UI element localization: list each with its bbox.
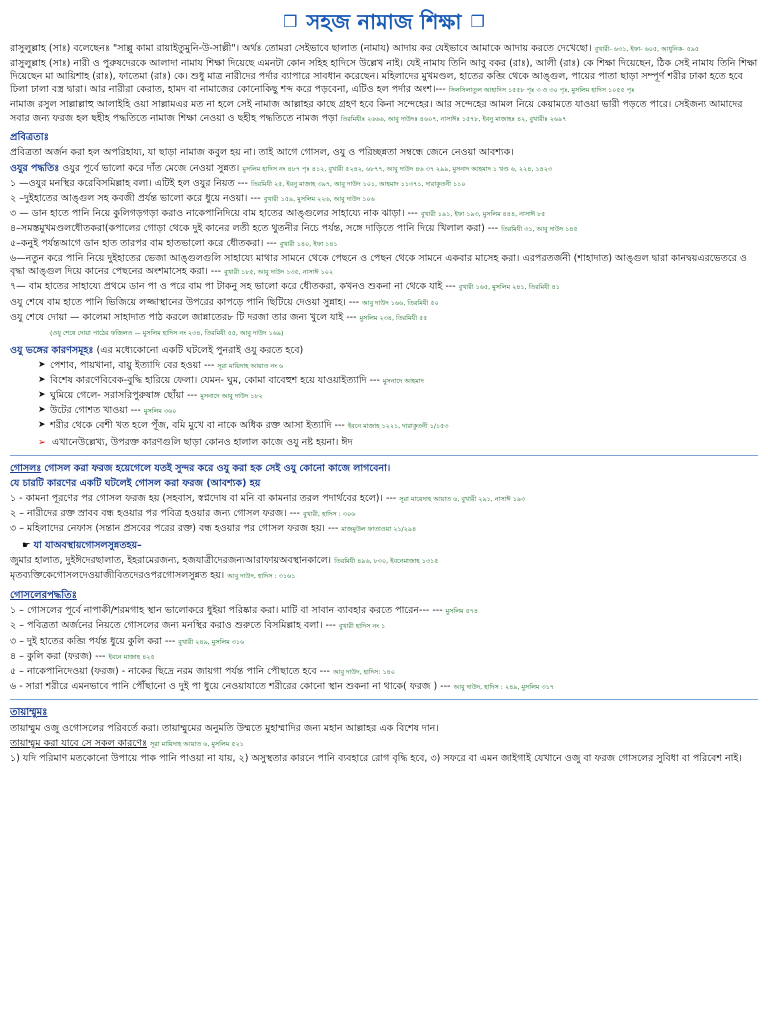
wudu-break-item: ঘুমিয়ে গেলে- সরাসরিপুরুষাঙ্গ ছোঁয়া bbox=[50, 390, 184, 402]
reference: বুখারী ১৯১, ইফা ১৯৩, মুসলিম ৪৪৪, নাসাঈ ৮৫ bbox=[420, 209, 546, 218]
reference: মুসলিম হাদিস নং ৪৮৭ পৃঃ ৪১২, বুখারী ৫২৪২, ৬৮৭৭, আবু দাউদ ৪৬ ৩৭ ২৯৯, মুসনাদ আহমাদ ১ খণ্ড ৬, ২২৪, ১৪২৩ bbox=[242, 164, 553, 173]
wudu-step-row: ৫–কনুই পর্যন্তআগে ডান হাত তারপর বাম হাতভালো করে ধৌতকরা। --- বুখারী ১৪০, ইফা ১৪১ bbox=[10, 238, 338, 250]
ghusl-sunnah-1 bbox=[10, 554, 758, 567]
reference: মুসলিম ৩৬০ bbox=[143, 407, 177, 416]
intro-text-2: রাসুলুল্লাহ (সাঃ) নারী ও পুরুষদেরকে আলাদা নামায শিক্ষা দিয়েছে এমনটা কোন সহিহ হাদিসে উল্লেখ নাই। যেই নামায তিনি আবু বকর (রাঃ), আলী (রাঃ) কে শিক্ষা দিয়েছেন, ঠিক সেই নামায তিনি শিক্ষা দিয়েছেন মা আয়িশাহ (রাঃ), ফাতেমা (রাঃ) কে। শুধু মাত্র নারীদের পর্দার ব্যাপারে সাবধান করেছেন। মহিলাদের মুখমণ্ডল, হাতের কব্জি থেকে আঙ্গুল, পায়ের পাতা ছাড়া সম্পূর্ণ শরীর ঢাকা হতে হবে ঢিলা ঢালা বস্ত্র দ্বারা। আর নারীরা কেরাত, হামদ বা নামাজের কোনোকিছু শব্দ করে পড়বেনা, এটিও হল পর্দার অংশ।--- bbox=[10, 58, 758, 96]
bullet-icon: ➤ bbox=[38, 359, 46, 370]
wudu-break-heading-line bbox=[10, 344, 758, 357]
wudu-step-row: ৪–সমস্তমুখমণ্ডলধৌতকরা(কপালের গোড়া থেকে দুই কানের লতী হতে থুতনীর নিচে পর্যন্ত, সঙ্গে দাড়িতে পানি দিয়ে খিলাল করা) --- তিরমিযী ৩১, আবু দাউদ ১৪৫ bbox=[10, 223, 578, 234]
wudu-break-item: বিশেষ কারণেবিবেক-বুদ্ধি হারিয়ে ফেলা। যেমন- ঘুম, কোমা বাবেহুশ হয়ে যাওয়াইত্যাদি bbox=[50, 375, 367, 387]
wudu-step: ওযু শেষে বাম হাতে পানি ভিজিয়ে লজ্জাস্থানের উপরের কাপড়ে পানি ছিটিয়ে দেওয়া সুন্নাহ। bbox=[10, 296, 346, 308]
wudu-step-row: ৩ — ডান হাতে পানি নিয়ে কুলিগড়গড়া করাও নাকেপানিদিয়ে বাম হাতের আঙ্গুলের সাহায্যে নাক ঝাড়া। --- বুখারী ১৯১, ইফা ১৯৩, মুসলিম ৪৪৪, নাসাঈ ৮৫ bbox=[10, 207, 546, 219]
tayammum-heading: তায়াম্মুমঃ bbox=[10, 706, 48, 718]
ghusl-cause-row: ২ – নারীদের রক্ত স্রাবব বন্ধ হওয়ার পর পবিত্র হওয়ার জন্য গোসল ফরজ। --- বুখারী, হাদিস : ৩০৬ bbox=[10, 507, 356, 519]
ghusl-cause-title: যে চারটি কারণের একটি ঘটলেই গোসল করা ফরজ (আবশ্যক) হয় bbox=[10, 477, 261, 489]
pointer-icon: ➢ bbox=[38, 436, 46, 448]
wudu-break-intro: (এর মধ্যেকোনো একটি ঘটলেই পুনরাই ওযু করতে হবে) bbox=[96, 344, 304, 356]
wudu-break-item: উটের গোশত খাওয়া bbox=[50, 405, 128, 417]
ghusl-step: ১ – গোসলের পূর্বে নাপাকী/শরমগাহ স্থান ভালোকরে ধুইয়া পরিষ্কার করা। মাটি বা সাবান ব্যাবহার করতে পারেন--- bbox=[10, 605, 430, 617]
wudu-break-item: শরীর থেকে বেশী খত হলে পূঁজ, বমি মুখে বা নাকে অধিক রক্ত আসা ইত্যাদি bbox=[50, 420, 332, 432]
reference: ইবনে মাজাহ ১২২১, দারাকুতনী ১/১৫৩ bbox=[347, 422, 449, 431]
ghusl-intro: গোসল করা ফরজ হয়েগেলে যতই সুন্দর করে ওযু করা হক সেই ওযু কোনো কাজে লাগবেনা। bbox=[44, 462, 391, 474]
ghusl-intro-line bbox=[10, 462, 758, 475]
ghusl-cause-row: ১ - কামনা পূরণের পর গোসল ফরজ হয় (সহবাস, স্বপ্নদোষ বা মনি বা কামনার তরল পদার্থবের হলে)। --- সূরা মায়েদাহ আয়াত ৬, বুখারী ২৯১, নাসাঈ ১৯৩ bbox=[10, 492, 526, 504]
wudu-step: ২ –দুইহাতের আঙ্গুল সহ কবজী প্রর্যন্ত ভালো করে ধুয়ে নওয়া। bbox=[10, 192, 248, 204]
bullet-icon: ➤ bbox=[38, 375, 46, 386]
ghusl-method-list bbox=[10, 604, 758, 693]
wudu-step-row: ৭— বাম হাতের সাহায্যে প্রথমে ডান পা ও পরে বাম পা টাকনু সহ ভালো করে ধৌতকরা, কখনও শুকনা না থেকে যাই --- বুখারী ১৬৫, মুসলিম ২৪১, তিরমিযী ৪১ bbox=[10, 281, 560, 293]
divider bbox=[10, 455, 758, 456]
reference: তিরমিযী ৪৯৬, ৮৩০, ইবনেমাজাহ ১৩১৫ bbox=[334, 557, 439, 566]
reference: আবু দাউদ, হাদিস : ২৪৯, মুসলিম ৩১৭ bbox=[453, 682, 554, 691]
reference: বুখারী ১৪০, ইফা ১৪১ bbox=[279, 240, 338, 249]
wudu-step: ওযু শেষে দোয়া — কালেমা সাহাদাত পাঠ করলে জান্নাতের৮ টি দরজা তার জন্য খুলে যাই bbox=[10, 311, 344, 323]
reference: আবু দাউদ ১৬৬, তিরমিযী ৫০ bbox=[362, 298, 439, 307]
intro-paragraph-1 bbox=[10, 42, 758, 55]
reference: বুখারী ১৫৯, মুসলিম ২২৬, আবু দাউদ ১০৬ bbox=[263, 194, 375, 203]
reference: বুখারী হাদিস নং ১ bbox=[338, 622, 386, 631]
wudu-break-item: পেশাব, পায়খানা, বায়ু ইত্যাদি বের হওয়া bbox=[50, 359, 201, 371]
ghusl-step: ৩ – দুই হাতের কব্জি পর্যন্ত ধুয়ে কুলি করা bbox=[10, 635, 162, 647]
purity-heading: প্রবিত্রতাঃ bbox=[10, 131, 49, 143]
reference: আবু দাউদ, হাদিস : ৩১৬১ bbox=[227, 572, 296, 581]
intro-paragraph-3 bbox=[10, 98, 758, 124]
ghusl-step-row: ৬ - সারা শরীরে এমনভাবে পানি পৌঁছানো ও দুই পা ধুয়ে নেওয়াযাতে শরীরের কোনো স্থান শুকনা না থাকে( ফরজ ) --- আবু দাউদ, হাদিস : ২৪৯, মুসলিম ৩১৭ bbox=[10, 680, 554, 692]
reference: মুসলিম ২৩৪, তিরমিযী ৫৫ bbox=[359, 313, 428, 322]
wudu-break-item-row: ➤ উটের গোশত খাওয়া --- মুসলিম ৩৬০ bbox=[38, 405, 177, 417]
ghusl-step: ২ – পবিত্রতা অর্জনের নিয়তে গোসলের জন্য মনস্থির করাও শুরুতে বিসমিল্লাহ বলা। bbox=[10, 620, 323, 632]
wudu-note bbox=[10, 436, 758, 449]
ghusl-step-row: ৪ – কুলি করা (ফরজ) --- ইবনে মাজাহ ৪২৫ bbox=[10, 650, 155, 662]
wudu-method-intro: ওযুর পূর্বে ভালো করে দাঁত মেজে নেওয়া সুন্নত। bbox=[62, 162, 240, 174]
reference: মুসলিম ৫৭৪ bbox=[445, 607, 479, 616]
ghusl-step-row: ২ – পবিত্রতা অর্জনের নিয়তে গোসলের জন্য মনস্থির করাও শুরুতে বিসমিল্লাহ বলা। --- বুখারী হাদিস নং ১ bbox=[10, 620, 386, 632]
reference: ইবনে মাজাহ ৪২৫ bbox=[108, 652, 155, 661]
reference: তিরমিযী ৩১, আবু দাউদ ১৪৫ bbox=[501, 225, 578, 233]
ghusl-cause: ১ - কামনা পূরণের পর গোসল ফরজ হয় (সহবাস, স্বপ্নদোষ বা মনি বা কামনার তরল পদার্থবের হলে)। bbox=[10, 492, 383, 504]
intro-text-3: নামাজ রসুল সাল্লাল্লাহু আলাইহি ওয়া সাল্লামএর মত না হলে সেই নামাজ আল্লাহর কাছে গ্রহণ হবে কিনা সন্দেহের। আর সন্দেহের আমল নিয়ে কেয়ামতে যাওয়া ভারী পড়তে পারে। সেইজন্য আমাদের সবার জন্য ফরজ হল ছহীহ পদ্ধতিতে নামাজ শিক্ষা নেওয়া ও ছহীহ পদ্ধতিতে নামজ পড়া bbox=[10, 99, 743, 124]
ghusl-cause-row: ৩ – মহিলাদের নেফাস (সন্তান প্রসবের পরের রক্ত) বন্ধ হওয়ার পর গোসল ফরজ হয়। --- মাজমুউল ফাতাওয়া ২১/২৯৪ bbox=[10, 523, 417, 535]
reference: সূরা মায়িদাহ আয়াত নং ৬ bbox=[217, 361, 284, 370]
reference: সূরা মায়িদাহ আয়াত ৬, মুসলিম ৫২১ bbox=[150, 739, 244, 748]
tayammum-intro: তায়াম্মুম ওজু ওগোসলের পরিবর্তে করা। তায়াম্মুমের অনুমতি উম্মতে মুহাম্মাদির জন্য মহান আল্লাহর এক বিশেষ দান। bbox=[10, 722, 439, 734]
ghusl-method-title: গোসলেরপদ্ধতিঃ bbox=[10, 589, 77, 601]
ghusl-step: ৬ - সারা শরীরে এমনভাবে পানি পৌঁছানো ও দুই পা ধুয়ে নেওয়াযাতে শরীরের কোনো স্থান শুকনা না থাকে( ফরজ ) bbox=[10, 680, 438, 692]
wudu-step: ১ —ওযুর মনস্থির করেবিসমিল্লাহ বলা। এটিই হল ওযুর নিয়ত bbox=[10, 177, 235, 189]
tayammum-when-title: তায়াম্মুম করা যাবে সে সকল কারণেঃ bbox=[10, 737, 148, 749]
pointer-icon: ☛ bbox=[22, 540, 31, 552]
purity-text: প্রবিত্রতা অর্জন করা হল অপরিহায্য, যা ছাড়া নামাজ কবুল হয় না। তাই আগে গোসল, ওযু ও পরিচ্ছন্নতা সম্বন্ধে জেনে নেওয়া আবশ্যক। bbox=[10, 147, 514, 159]
ghusl-sunnah-title: যা যাঅবস্থায়গোসলসুন্নতহয়– bbox=[33, 540, 142, 552]
ghusl-cause: ৩ – মহিলাদের নেফাস (সন্তান প্রসবের পরের রক্ত) বন্ধ হওয়ার পর গোসল ফরজ হয়। bbox=[10, 523, 325, 535]
ghusl-step-row: ৩ – দুই হাতের কব্জি পর্যন্ত ধুয়ে কুলি করা --- বুখারী ২৪৯, মুসলিম ৩১৬ bbox=[10, 635, 245, 647]
reference: সূরা মায়েদাহ আয়াত ৬, বুখারী ২৯১, নাসাঈ ১৯৩ bbox=[399, 494, 526, 503]
divider bbox=[10, 699, 758, 700]
reference: বুখারী, হাদিস : ৩০৬ bbox=[302, 509, 356, 518]
wudu-step-row: ওযু শেষে বাম হাতে পানি ভিজিয়ে লজ্জাস্থানের উপরের কাপড়ে পানি ছিটিয়ে দেওয়া সুন্নাহ। --- আবু দাউদ ১৬৬, তিরমিযী ৫০ bbox=[10, 296, 439, 308]
ghusl-sunnah-2 bbox=[10, 569, 758, 582]
reference: বুখারী- ৬৩১, ইফা- ৬০৫, আধুনিক- ৫৯৫ bbox=[594, 45, 700, 53]
wudu-note-source: ঈদ bbox=[341, 436, 353, 448]
wudu-step: ৩ — ডান হাতে পানি নিয়ে কুলিগড়গড়া করাও নাকেপানিদিয়ে বাম হাতের আঙ্গুলের সাহায্যে নাক ঝাড়া। bbox=[10, 207, 405, 219]
reference: বুখারী ১৮৫, আবু দাউদ ১৩৫, নাসাঈ ১০২ bbox=[224, 268, 334, 277]
reference: (ওযু শেষে দোয়া পাঠের ফজিলত — মুসলিম হাদিস নং ২৩৪, তিরমিযী ৫৫, আবু দাউদ ১৬৯) bbox=[50, 328, 284, 337]
wudu-step-row: ২ –দুইহাতের আঙ্গুল সহ কবজী প্রর্যন্ত ভালো করে ধুয়ে নওয়া। --- বুখারী ১৫৯, মুসলিম ২২৬, আবু দাউদ ১০৬ bbox=[10, 192, 375, 204]
scroll-icon: ❒ bbox=[283, 12, 298, 31]
reference: মাজমুউল ফাতাওয়া ২১/২৯৪ bbox=[341, 525, 417, 534]
wudu-break-list bbox=[10, 359, 758, 433]
wudu-break-title: ওযু ভঙ্গের কারণসমূহঃ bbox=[10, 344, 94, 356]
wudu-step: ৬—নতুন করে পানি নিয়ে দুইহাতের ভেজা আঙ্গুলগুলি সাহায্যে মাথার সামনে থেকে পেছনে ও পেছন থেকে সামনে একবার মাসেহ করা। এরপরতর্জনী (শাহাদাত) আঙ্গুল দ্বারা কানদ্বয়এরভেতরে ও বৃদ্ধা আঙ্গুল দিয়ে কানের পেছনের অংশমাসেহ করা। bbox=[10, 253, 747, 278]
reference: বুখারী ২৪৯, মুসলিম ৩১৬ bbox=[178, 637, 245, 646]
intro-paragraph-2 bbox=[10, 57, 758, 96]
ghusl-step: ৫ – নাকেপানিদেওয়া (ফরজ) - নাকের ছিদ্রে নরম জায়গা পর্যন্ত পানি পৌছাতে হবে bbox=[10, 665, 317, 677]
bullet-icon: ➤ bbox=[38, 405, 46, 416]
ghusl-step-row: ১ – গোসলের পূর্বে নাপাকী/শরমগাহ স্থান ভালোকরে ধুইয়া পরিষ্কার করা। মাটি বা সাবান ব্যাবহার করতে পারেন--- --- মুসলিম ৫৭৪ bbox=[10, 605, 479, 617]
dua-note bbox=[10, 326, 758, 339]
ghusl-step-row: ৫ – নাকেপানিদেওয়া (ফরজ) - নাকের ছিদ্রে নরম জায়গা পর্যন্ত পানি পৌছাতে হবে --- আবু দাউদ, হাদিস: ১৪০ bbox=[10, 665, 395, 677]
reference: তিরমিযীঃ ২৬৬৬, আবু দাউদঃ ৪৬০৭, নাসাঈঃ ১৫৭৮, ইবনু মাজাহঃ ৪২, বুখারীঃ ২৬৯৭ bbox=[340, 114, 567, 123]
page-title: সহজ নামাজ শিক্ষা bbox=[306, 10, 462, 34]
ghusl-sunnah-text-2: মৃতব্যক্তিকেগোসলদেওয়াজীবিতদেরওপরগোসলসুন্নত হয়। bbox=[10, 570, 225, 582]
wudu-step-row: ওযু শেষে দোয়া — কালেমা সাহাদাত পাঠ করলে জান্নাতের৮ টি দরজা তার জন্য খুলে যাই --- মুসলিম ২৩৪, তিরমিযী ৫৫ bbox=[10, 311, 428, 323]
reference: মুসনাদে আহমাদ bbox=[382, 377, 424, 386]
wudu-break-item-row: ➤ পেশাব, পায়খানা, বায়ু ইত্যাদি বের হওয়া --- সূরা মায়িদাহ আয়াত নং ৬ bbox=[38, 359, 284, 371]
ghusl-causes-list bbox=[10, 492, 758, 535]
wudu-steps-list bbox=[10, 177, 758, 324]
bullet-icon: ➤ bbox=[38, 420, 46, 431]
tayammum-when-line bbox=[10, 737, 758, 750]
wudu-break-item-row: ➤ ঘুমিয়ে গেলে- সরাসরিপুরুষাঙ্গ ছোঁয়া --- মুসনাদে আবু দাউদ ১৮২ bbox=[38, 390, 263, 402]
reference: সিলসিলাতুল আহাদিস ১৫৫৮ পৃঃ ৩ ও ৩০ পৃঃ, মুসলিম হাদিস ১০৫৫ পৃঃ bbox=[448, 86, 635, 95]
reference: তিরমিযী ২৫, ইবনু মাজাহ ৩৯৭, আবু দাউদ ১০১, আহমাদ ১১৩৭১, দারাকুতনী ১১০ bbox=[250, 179, 466, 188]
wudu-step: ৫–কনুই পর্যন্তআগে ডান হাত তারপর বাম হাতভালো করে ধৌতকরা। bbox=[10, 238, 264, 250]
reference: মুসনাদে আবু দাউদ ১৮২ bbox=[200, 392, 263, 401]
ghusl-sunnah-text-1: জুমার হালাত, দুইঈদেরছালাত, ইহরামেরজন্য, হজযাত্রীদেরজন্যআরাফায়অবস্থানকালে। bbox=[10, 555, 332, 567]
reference: আবু দাউদ, হাদিস: ১৪০ bbox=[332, 667, 395, 676]
bullet-icon: ➤ bbox=[38, 390, 46, 401]
wudu-step: ৭— বাম হাতের সাহায্যে প্রথমে ডান পা ও পরে বাম পা টাকনু সহ ভালো করে ধৌতকরা, কখনও শুকনা না থেকে যাই bbox=[10, 281, 443, 293]
scroll-icon: ❒ bbox=[470, 12, 485, 31]
wudu-step: ৪–সমস্তমুখমণ্ডলধৌতকরা(কপালের গোড়া থেকে দুই কানের লতী হতে থুতনীর নিচে পর্যন্ত, সঙ্গে দাড়িতে পানি দিয়ে খিলাল করা) bbox=[10, 223, 485, 234]
intro-text-1: রাসুলুল্লাহ (সাঃ) বলেছেনঃ "সাল্লু কামা রায়াইতুমুনি-উ-সাল্লী"। অর্থঃ তোমরা সেইভাবে ছালাত (নামায) আদায় কর যেইভাবে আমাকে আদায় করতে দেখেছো। bbox=[10, 43, 592, 54]
ghusl-sunnah-title-line bbox=[10, 539, 758, 552]
wudu-break-item-row: ➤ বিশেষ কারণেবিবেক-বুদ্ধি হারিয়ে ফেলা। যেমন- ঘুম, কোমা বাবেহুশ হয়ে যাওয়াইত্যাদি --- মুসনাদে আহমাদ bbox=[38, 375, 424, 387]
wudu-break-item-row: ➤ শরীর থেকে বেশী খত হলে পূঁজ, বমি মুখে বা নাকে অধিক রক্ত আসা ইত্যাদি --- ইবনে মাজাহ ১২২১, দারাকুতনী ১/১৫৩ bbox=[38, 420, 449, 432]
ghusl-cause: ২ – নারীদের রক্ত স্রাবব বন্ধ হওয়ার পর পবিত্র হওয়ার জন্য গোসল ফরজ। bbox=[10, 507, 287, 519]
title-bar bbox=[10, 0, 758, 42]
tayammum-when-text: ১) যদি পরিমাণ মতকোনো উপায়ে পাক পানি পাওয়া না যায়, ২) অসুস্থতার কারনে পানি ব্যবহারে রোগ বৃদ্ধি হবে, ৩) সফরে বা এমন জাইগাই যেখানে ওজু বা ফরজ গোসলের সুবিধা বা পরিবেশ নাই। bbox=[10, 752, 742, 764]
ghusl-step: ৪ – কুলি করা (ফরজ) bbox=[10, 650, 93, 662]
ghusl-heading: গোসলঃ bbox=[10, 462, 42, 474]
wudu-method-title: ওযুর পদ্ধতিঃ bbox=[10, 162, 60, 174]
wudu-method-line bbox=[10, 162, 758, 175]
wudu-note-text: এখানেউল্লেখ্য, উপরক্ত কারণগুলি ছাড়া কোনও হালাল কাজে ওযু নষ্ট হয়না। bbox=[52, 436, 339, 448]
wudu-step-row: ৬—নতুন করে পানি নিয়ে দুইহাতের ভেজা আঙ্গুলগুলি সাহায্যে মাথার সামনে থেকে পেছনে ও পেছন থেকে সামনে একবার মাসেহ করা। এরপরতর্জনী (শাহাদাত) আঙ্গুল দ্বারা কানদ্বয়এরভেতরে ও বৃদ্ধা আঙ্গুল দিয়ে কানের পেছনের অংশমাসেহ করা। --- বুখারী ১৮৫, আবু দাউদ ১৩৫, নাসাঈ ১০২ bbox=[10, 253, 747, 278]
wudu-step-row: ১ —ওযুর মনস্থির করেবিসমিল্লাহ বলা। এটিই হল ওযুর নিয়ত --- তিরমিযী ২৫, ইবনু মাজাহ ৩৯৭, আবু দাউদ ১০১, আহমাদ ১১৩৭১, দারাকুতনী ১১০ bbox=[10, 177, 466, 189]
reference: বুখারী ১৬৫, মুসলিম ২৪১, তিরমিযী ৪১ bbox=[458, 283, 560, 292]
